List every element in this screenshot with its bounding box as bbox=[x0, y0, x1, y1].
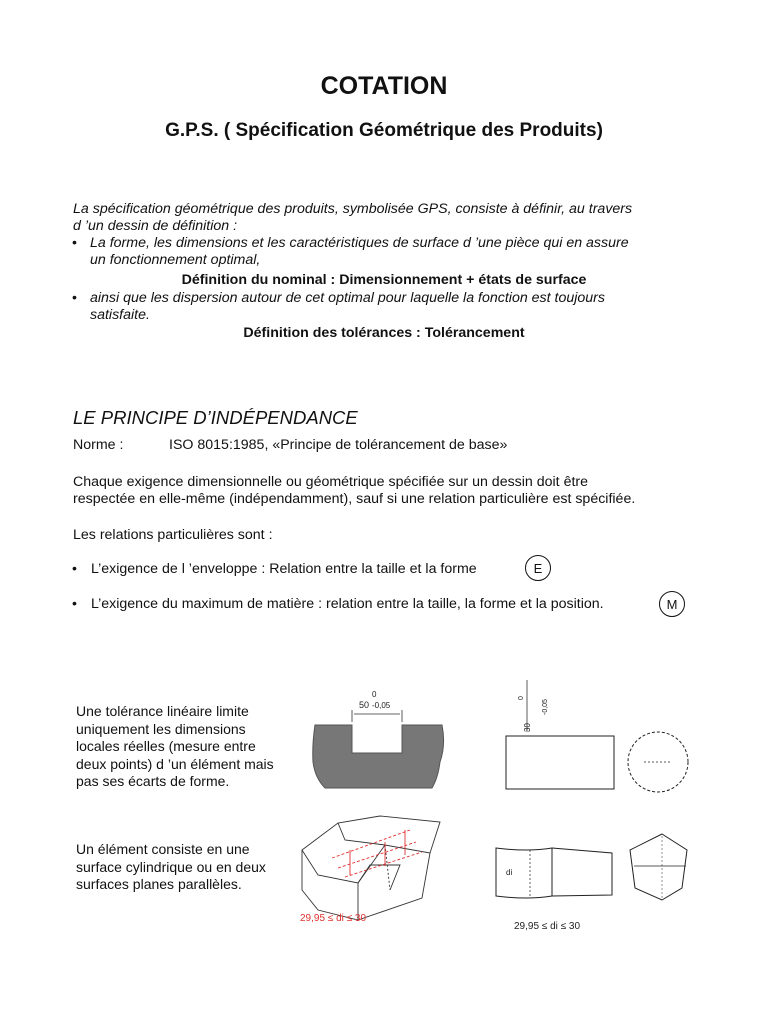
definition-tolerances: Définition des tolérances : Tolérancement bbox=[243, 325, 525, 341]
section-heading: LE PRINCIPE D’INDÉPENDANCE bbox=[73, 407, 358, 428]
bullet-2-line-2: satisfaite. bbox=[90, 307, 150, 323]
principle-paragraph bbox=[73, 474, 713, 508]
tolerance-figures bbox=[290, 670, 710, 940]
dim-50-lower: -0,05 bbox=[372, 701, 391, 710]
lobed-section-drawing bbox=[630, 834, 687, 900]
relation-text: L’exigence de l ’enveloppe : Relation entre la taille et la forme bbox=[91, 561, 477, 577]
bullet-2-line-1: ainsi que les dispersion autour de cet optimal pour laquelle la fonction est toujours bbox=[90, 290, 606, 306]
dim-30-lower: -0,05 bbox=[542, 699, 549, 715]
dim-30-label: 30 bbox=[523, 723, 532, 732]
relation-text: L’exigence du maximum de matière : relation entre la taille, la forme et la position. bbox=[91, 596, 604, 612]
slotted-part-drawing bbox=[313, 690, 444, 788]
range-label-black: 29,95 ≤ di ≤ 30 bbox=[514, 921, 581, 932]
deformed-rectangle-drawing bbox=[496, 848, 612, 898]
principle-line-2: respectée en elle-même (indépendamment), sauf si une relation particulière est spécifiée. bbox=[73, 491, 636, 507]
intro-line-1: La spécification géométrique des produits, symbolisée GPS, consiste à définir, au travers bbox=[73, 201, 633, 217]
norme-label: Norme : bbox=[73, 437, 124, 453]
bullet-dot: • bbox=[72, 235, 77, 251]
definition-nominal: Définition du nominal : Dimensionnement + états de surface bbox=[181, 272, 587, 288]
page-subtitle: G.P.S. ( Spécification Géométrique des Produits) bbox=[165, 120, 603, 141]
range-label-red: 29,95 ≤ di ≤ 30 bbox=[300, 913, 367, 924]
bullet-dot: • bbox=[72, 290, 77, 306]
figure-paragraph-2: Un élément consiste en une surface cylindrique ou en deux surfaces planes parallèles. bbox=[76, 841, 266, 892]
bullet-dot: • bbox=[72, 596, 77, 612]
figure-paragraph-1: Une tolérance linéaire limite uniquement les dimensions locales réelles (mesure entre deux points) d ’un élément mais pas ses écarts de forme. bbox=[76, 703, 274, 789]
circle-section-drawing bbox=[628, 732, 688, 792]
norme-line bbox=[73, 437, 508, 454]
dim-30-upper: 0 bbox=[518, 696, 525, 700]
dim-50-label: 50 bbox=[359, 700, 370, 710]
isometric-block-drawing bbox=[302, 816, 440, 920]
principle-line-1: Chaque exigence dimensionnelle ou géométrique spécifiée sur un dessin doit être bbox=[73, 474, 589, 490]
dim-50-upper: 0 bbox=[372, 690, 377, 699]
page-title: COTATION bbox=[320, 72, 448, 100]
mmc-symbol-icon: M bbox=[659, 591, 685, 617]
relations-intro: Les relations particulières sont : bbox=[73, 527, 273, 543]
intro-bullet-1 bbox=[73, 235, 713, 269]
intro-paragraph bbox=[73, 201, 713, 269]
rectangle-dimension-drawing bbox=[506, 680, 614, 789]
envelope-symbol-icon: E bbox=[525, 555, 551, 581]
bullet-1-line-1: La forme, les dimensions et les caractéristiques de surface d ’une pièce qui en assure bbox=[90, 235, 629, 251]
norme-value: ISO 8015:1985, «Principe de tolérancement de base» bbox=[169, 437, 508, 453]
di-symbol: di bbox=[506, 868, 513, 877]
bullet-dot: • bbox=[72, 561, 77, 577]
intro-bullet-2 bbox=[73, 290, 713, 324]
bullet-1-line-2: un fonctionnement optimal, bbox=[90, 252, 261, 268]
intro-line-2: d ’un dessin de définition : bbox=[73, 218, 238, 234]
